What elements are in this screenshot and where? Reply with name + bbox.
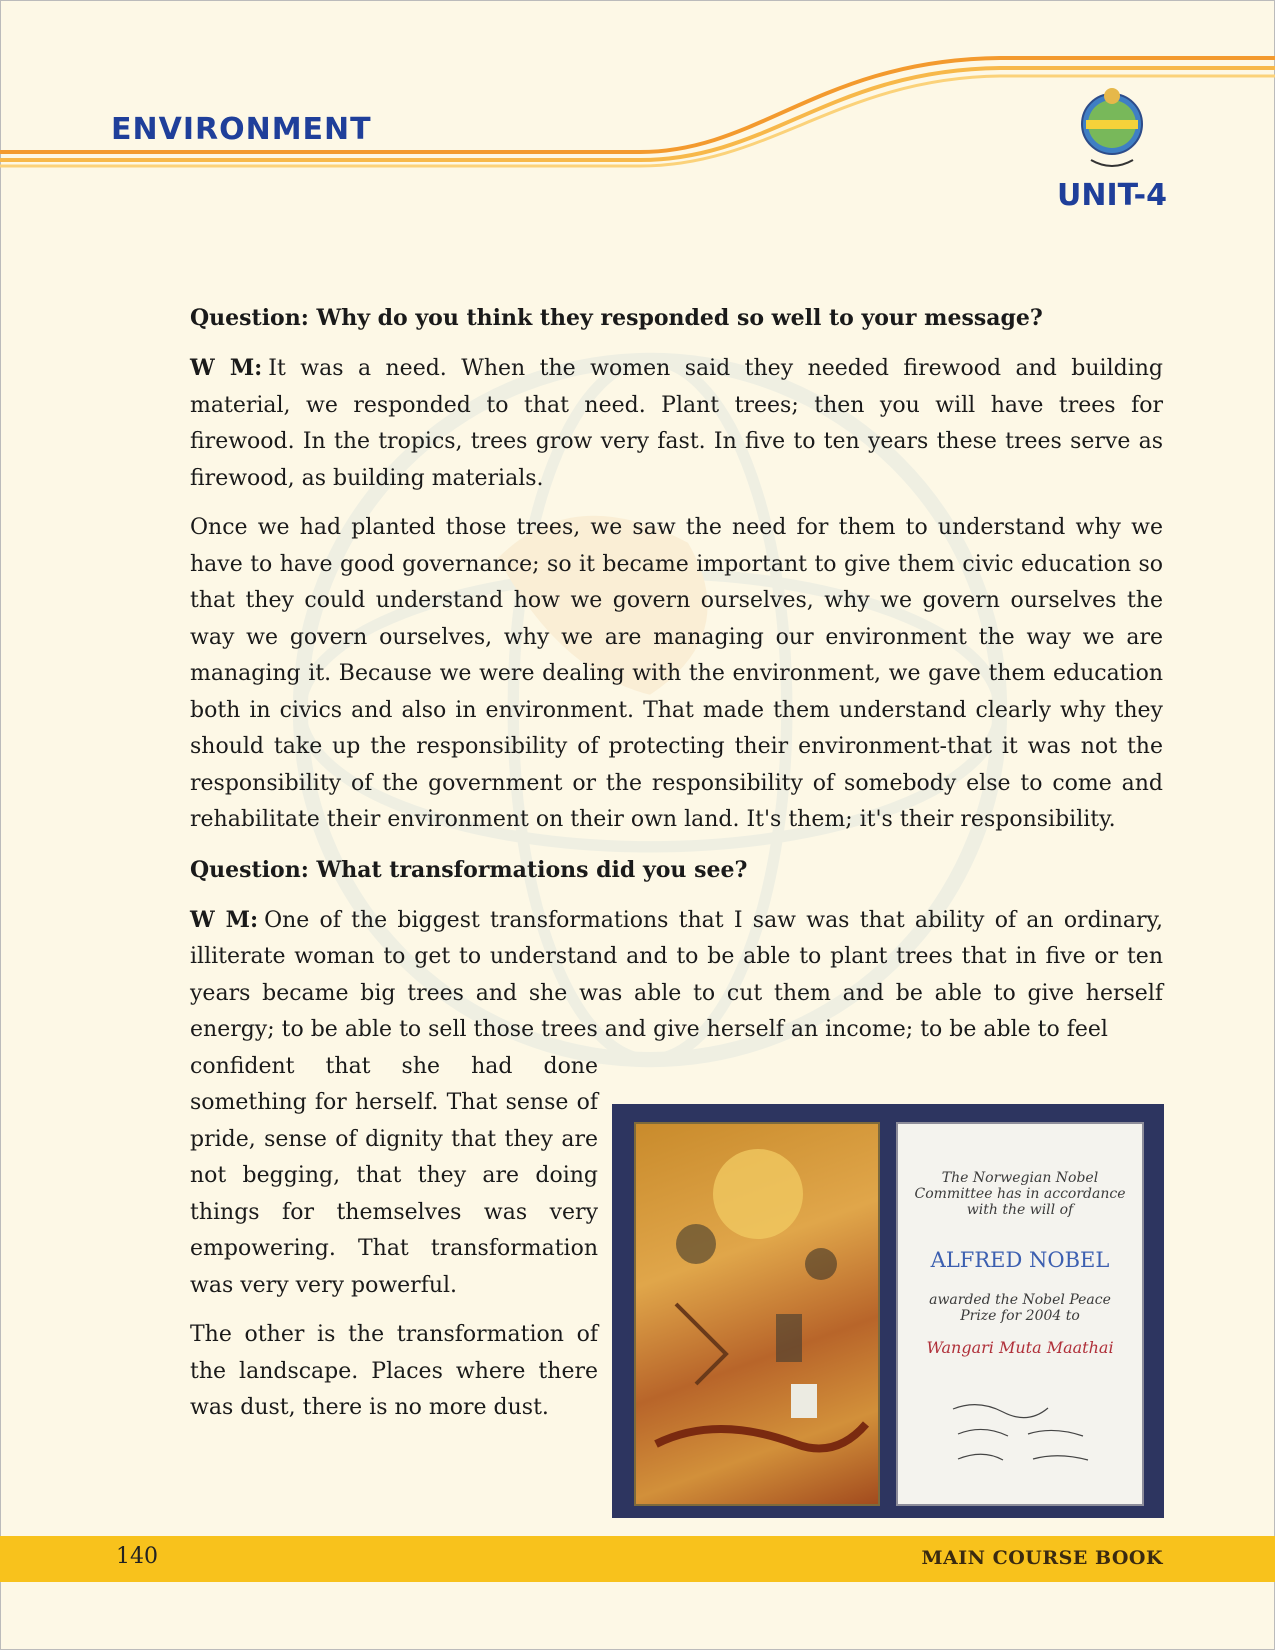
diploma-recipient: Wangari Muta Maathai: [926, 1338, 1114, 1357]
body-paragraph: The other is the transformation of the landscape. Places where there was dust, there is no more dust.: [190, 1322, 598, 1420]
painting-artwork-icon: [636, 1124, 878, 1504]
answer-paragraph: [190, 902, 1163, 1049]
section-title: ENVIRONMENT: [111, 112, 372, 147]
answer-text: One of the biggest transformations that I saw was that ability of an ordinary, illiterate woman to get to understand and to be able to plant trees that in five or ten years became big trees and she was able to cut them and be able to give herself energy; to be able to sell those trees and give herself an income; to be able to feel: [190, 907, 1163, 1042]
answer-paragraph: [190, 350, 1163, 497]
answer-text: It was a need. When the women said they needed firewood and building material, we responded to that need. Plant trees; then you will have trees for firewood. In the tropics, trees grow very fast. In five to ten years these trees serve as firewood, as building materials.: [190, 356, 1163, 491]
unit-logo-icon: [1071, 82, 1153, 172]
question-heading: Question: Why do you think they responded so well to your message?: [190, 305, 1043, 331]
diploma-text: awarded the Nobel Peace Prize for 2004 to: [929, 1292, 1111, 1324]
diploma-name: ALFRED NOBEL: [930, 1248, 1110, 1272]
unit-label: UNIT-4: [1057, 178, 1168, 213]
body-paragraph: Once we had planted those trees, we saw the need for them to understand why we have to have good governance; so it became important to give them civic education so that they could understand how we govern ourselves, why we govern ourselves the way we govern ourselves, why we are managing our environment the way we are managing it. Because we were dealing with the environment, we gave them education both in civics and also in environment. That made them understand clearly why they should take up the responsibility of protecting their environment-that it was not the responsibility of the government or the responsibility of somebody else to come and rehabilitate their environment on their own land. It's them; it's their responsibility.: [190, 515, 1163, 832]
book-title: MAIN COURSE BOOK: [921, 1547, 1163, 1569]
answer-paragraph-continued: confident that she had done something for herself. That sense of pride, sense of dignity that they are not begging, that they are doing things for themselves was very empowering. That transformation was very very powerful.: [190, 1053, 598, 1298]
nobel-diploma-photo: [612, 1104, 1164, 1518]
diploma-painting: [634, 1122, 880, 1506]
signatures-icon: [948, 1394, 1098, 1474]
page-number: 140: [116, 1544, 158, 1569]
diploma-certificate: [896, 1122, 1144, 1506]
speaker-label: W M:: [190, 906, 259, 933]
speaker-label: W M:: [190, 355, 263, 381]
diploma-text: The Norwegian Nobel Committee has in accordance with the will of: [914, 1170, 1126, 1218]
question-heading: Question: What transformations did you see?: [190, 856, 748, 883]
